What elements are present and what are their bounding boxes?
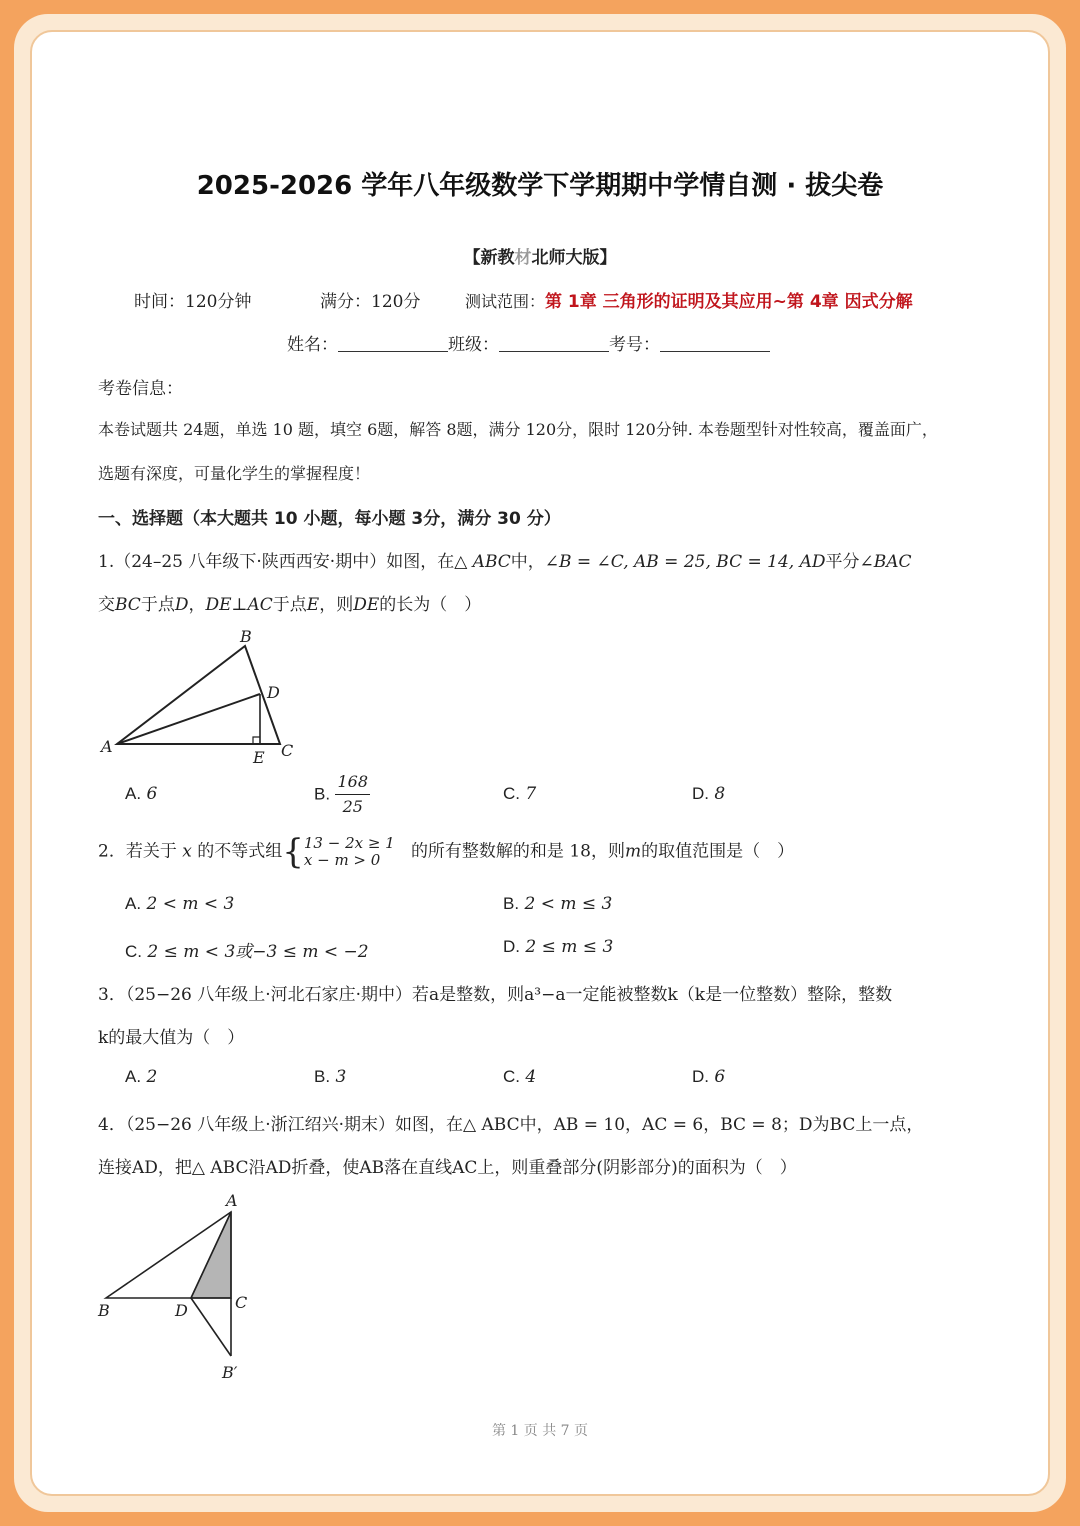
q1-option-d[interactable]: D. 8 (692, 784, 726, 804)
q1-label-b: B (240, 627, 252, 646)
exam-info-line1: 本卷试题共 24题，单选 10 题，填空 6题，解答 8题，满分 120分，限时 120分钟. 本卷题型针对性较高，覆盖面广， (98, 420, 938, 439)
q3-line2: k的最大值为（ ） (98, 1028, 245, 1048)
q4-label-d: D (175, 1301, 188, 1320)
time-info: 时间：120分钟 (134, 292, 252, 312)
class-blank[interactable] (499, 335, 609, 352)
page-title: 2025-2026 学年八年级数学下学期期中学情自测 · 拔尖卷 (196, 171, 884, 201)
q4-figure (92, 1188, 272, 1388)
q3-option-d[interactable]: D. 6 (692, 1067, 726, 1087)
q3-option-c[interactable]: C. 4 (503, 1067, 537, 1087)
q1-label-a: A (101, 737, 113, 756)
q3-line1: 3．（25−26 八年级上·河北石家庄·期中）若a是整数，则a³−a一定能被整数k（k是一位整数）整除，整数 (98, 985, 893, 1005)
q4-line2: 连接AD，把△ ABC沿AD折叠，使AB落在直线AC上，则重叠部分(阴影部分)的面积为（ ） (98, 1158, 797, 1178)
q3-option-b[interactable]: B. 3 (314, 1067, 347, 1087)
q3-option-a[interactable]: A. 2 (125, 1067, 158, 1087)
q4-line1: 4．（25−26 八年级上·浙江绍兴·期末）如图，在△ ABC中，AB = 10，AC = 6，BC = 8；D为BC上一点， (98, 1115, 924, 1135)
q4-label-a: A (226, 1191, 238, 1210)
edition-label: 【新教材北师大版】 (463, 248, 617, 268)
q1-option-a[interactable]: A. 6 (125, 784, 158, 804)
q1-option-c[interactable]: C. 7 (503, 784, 537, 804)
q2-option-d[interactable]: D. 2 ≤ m ≤ 3 (503, 937, 614, 957)
student-info-row: 姓名： 班级： 考号： (287, 330, 770, 355)
q4-label-c: C (235, 1293, 248, 1312)
q1-label-d: D (267, 683, 280, 702)
name-blank[interactable] (338, 335, 448, 352)
score-info: 满分：120分 (320, 292, 421, 312)
exam-info-heading: 考卷信息： (98, 379, 183, 399)
q4-label-bprime: B′ (222, 1363, 238, 1382)
q1-label-e: E (253, 748, 265, 767)
section-heading: 一、选择题（本大题共 10 小题，每小题 3分，满分 30 分） (98, 509, 561, 529)
q2-option-a[interactable]: A. 2 < m < 3 (125, 894, 235, 914)
q1-line2: 交BC于点D，DE⊥AC于点E，则DE的长为（ ） (98, 595, 482, 615)
scope-info: 测试范围：第 1章 三角形的证明及其应用~第 4章 因式分解 (465, 292, 913, 312)
q1-label-c: C (281, 741, 294, 760)
q1-line1: 1.（24–25 八年级下·陕西西安·期中）如图，在△ ABC中，∠B = ∠C, AB = 25, BC = 14, AD平分∠BAC (98, 552, 912, 572)
q2-option-b[interactable]: B. 2 < m ≤ 3 (503, 894, 613, 914)
page-footer: 第 1 页 共 7 页 (491, 1423, 589, 1439)
exam-info-line2: 选题有深度，可量化学生的掌握程度！ (98, 464, 371, 483)
q2-stem: 2．若关于 x 的不等式组{ 13 − 2x ≥ 1 x − m > 0 的所有整数解的和是 18，则m的取值范围是（ ） (98, 832, 795, 872)
q4-label-b: B (98, 1301, 110, 1320)
q2-option-c[interactable]: C. 2 ≤ m < 3或−3 ≤ m < −2 (125, 942, 369, 962)
q1-figure (95, 622, 315, 772)
id-blank[interactable] (660, 335, 770, 352)
q1-option-b[interactable]: B. $\frac{168}{25}$ (314, 772, 369, 816)
